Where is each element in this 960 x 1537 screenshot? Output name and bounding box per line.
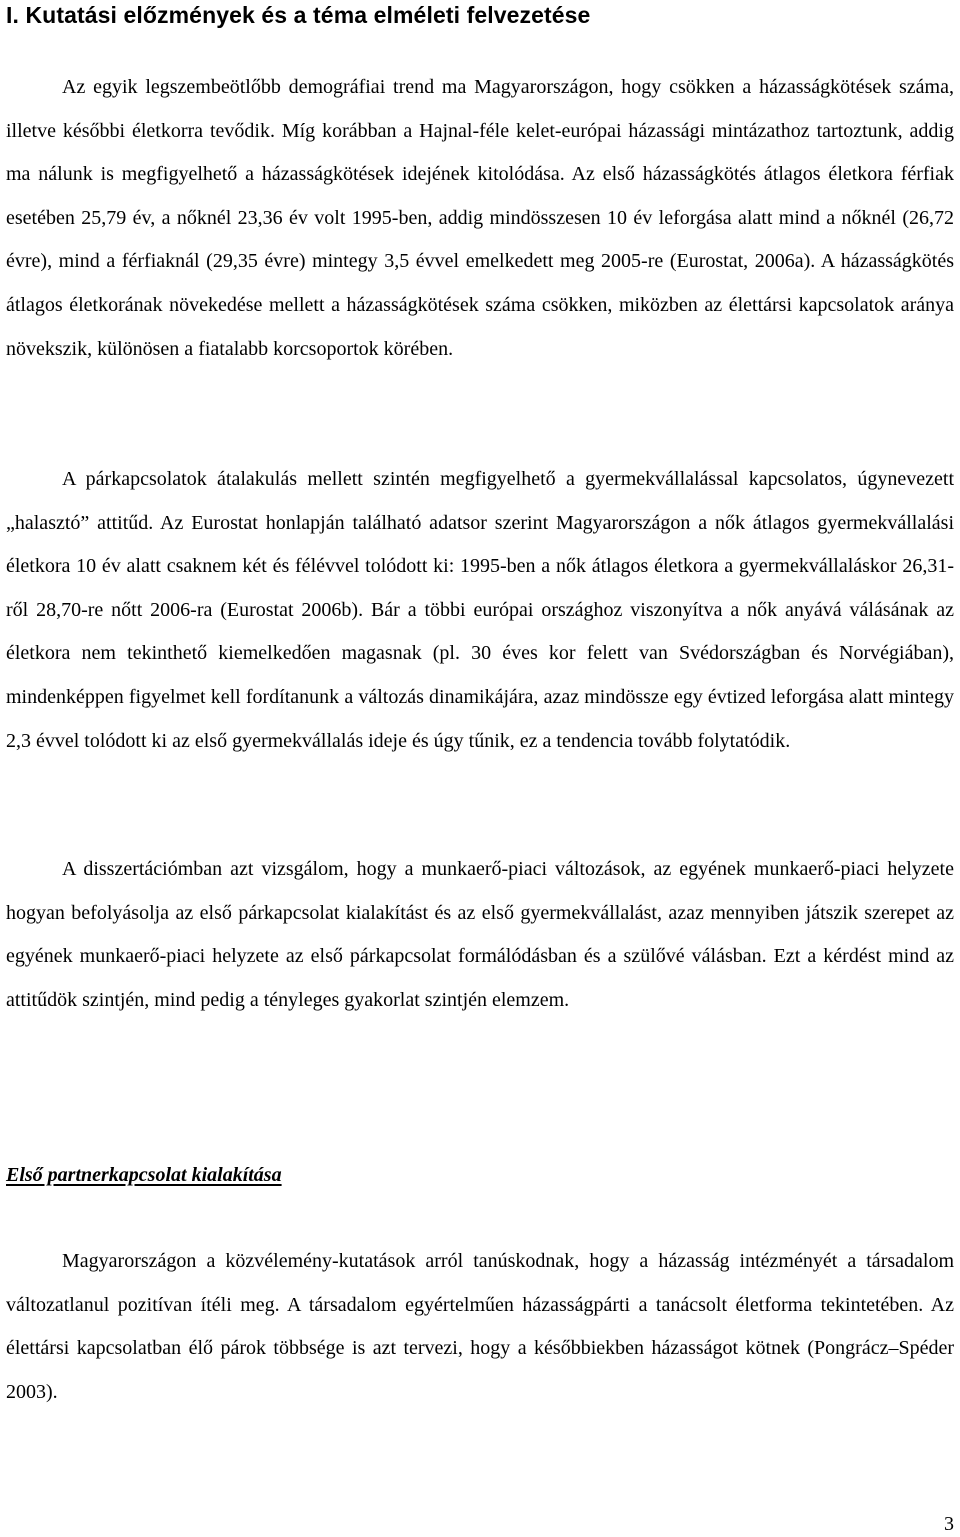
section-paragraph-marriage-attitudes: Magyarországon a közvélemény-kutatások arról tanúskodnak, hogy a házasság intézményét a társadalom változatlanul pozitívan ítéli meg. A társadalom egyértelműen házasságpárti a tanácsolt életforma tekintetében. Az élettársi kapcsolatban élő párok többsége is azt tervezi, hogy a későbbiekben házasságot kötnek (Pongrácz–Spéder 2003). bbox=[6, 1250, 954, 1403]
section-heading: Első partnerkapcsolat kialakítása bbox=[6, 1164, 282, 1186]
body-paragraph-dissertation-aim: A disszertációmban azt vizsgálom, hogy a munkaerő-piaci változások, az egyének munkaerő-piaci helyzete hogyan befolyásolja az első párkapcsolat kialakítást és az első gyermekvállalást, azaz mennyiben játszik szerepet az egyének munkaerő-piaci helyzete az első párkapcsolat formálódásban és a szülővé válásban. Ezt a kérdést mind az attitűdök szintjén, mind pedig a tényleges gyakorlat szintjén elemzem. bbox=[6, 858, 954, 1011]
chapter-title: I. Kutatási előzmények és a téma elméleti felvezetése bbox=[6, 2, 591, 28]
body-paragraph-demographic-trend: Az egyik legszembeötlőbb demográfiai trend ma Magyarországon, hogy csökken a házasságkötések száma, illetve későbbi életkorra tevődik. Míg korábban a Hajnal-féle kelet-európai házassági mintázathoz tartoztunk, addig ma nálunk is megfigyelhető a házasságkötések idejének kitolódása. Az első házasságkötés átlagos életkora férfiak esetében 25,79 év, a nőknél 23,36 év volt 1995-ben, addig mindösszesen 10 év leforgása alatt mind a nőknél (26,72 évre), mind a férfiaknál (29,35 évre) mintegy 3,5 évvel emelkedett meg 2005-re (Eurostat, 2006a). A házasságkötés átlagos életkorának növekedése mellett a házasságkötések száma csökken, miközben az élettársi kapcsolatok aránya növekszik, különösen a fiatalabb korcsoportok körében. bbox=[6, 76, 954, 360]
page-number: 3 bbox=[944, 1513, 954, 1535]
body-paragraph-childbearing-delay: A párkapcsolatok átalakulás mellett szintén megfigyelhető a gyermekvállalással kapcsolatos, úgynevezett „halasztó” attitűd. Az Eurostat honlapján található adatsor szerint Magyarországon a nők átlagos gyermekvállalási életkora 10 év alatt csaknem két és félévvel tolódott ki: 1995-ben a nők átlagos életkora a gyermekvállaláskor 26,31-ről 28,70-re nőtt 2006-ra (Eurostat 2006b). Bár a többi európai országhoz viszonyítva a nők anyává válásának az életkora nem tekinthető kiemelkedően magasnak (pl. 30 éves kor felett van Svédországban és Norvégiában), mindenképpen figyelmet kell fordítanunk a változás dinamikájára, azaz mindössze egy évtized leforgása alatt mintegy 2,3 évvel tolódott ki az első gyermekvállalás ideje és úgy tűnik, ez a tendencia tovább folytatódik. bbox=[6, 468, 954, 752]
